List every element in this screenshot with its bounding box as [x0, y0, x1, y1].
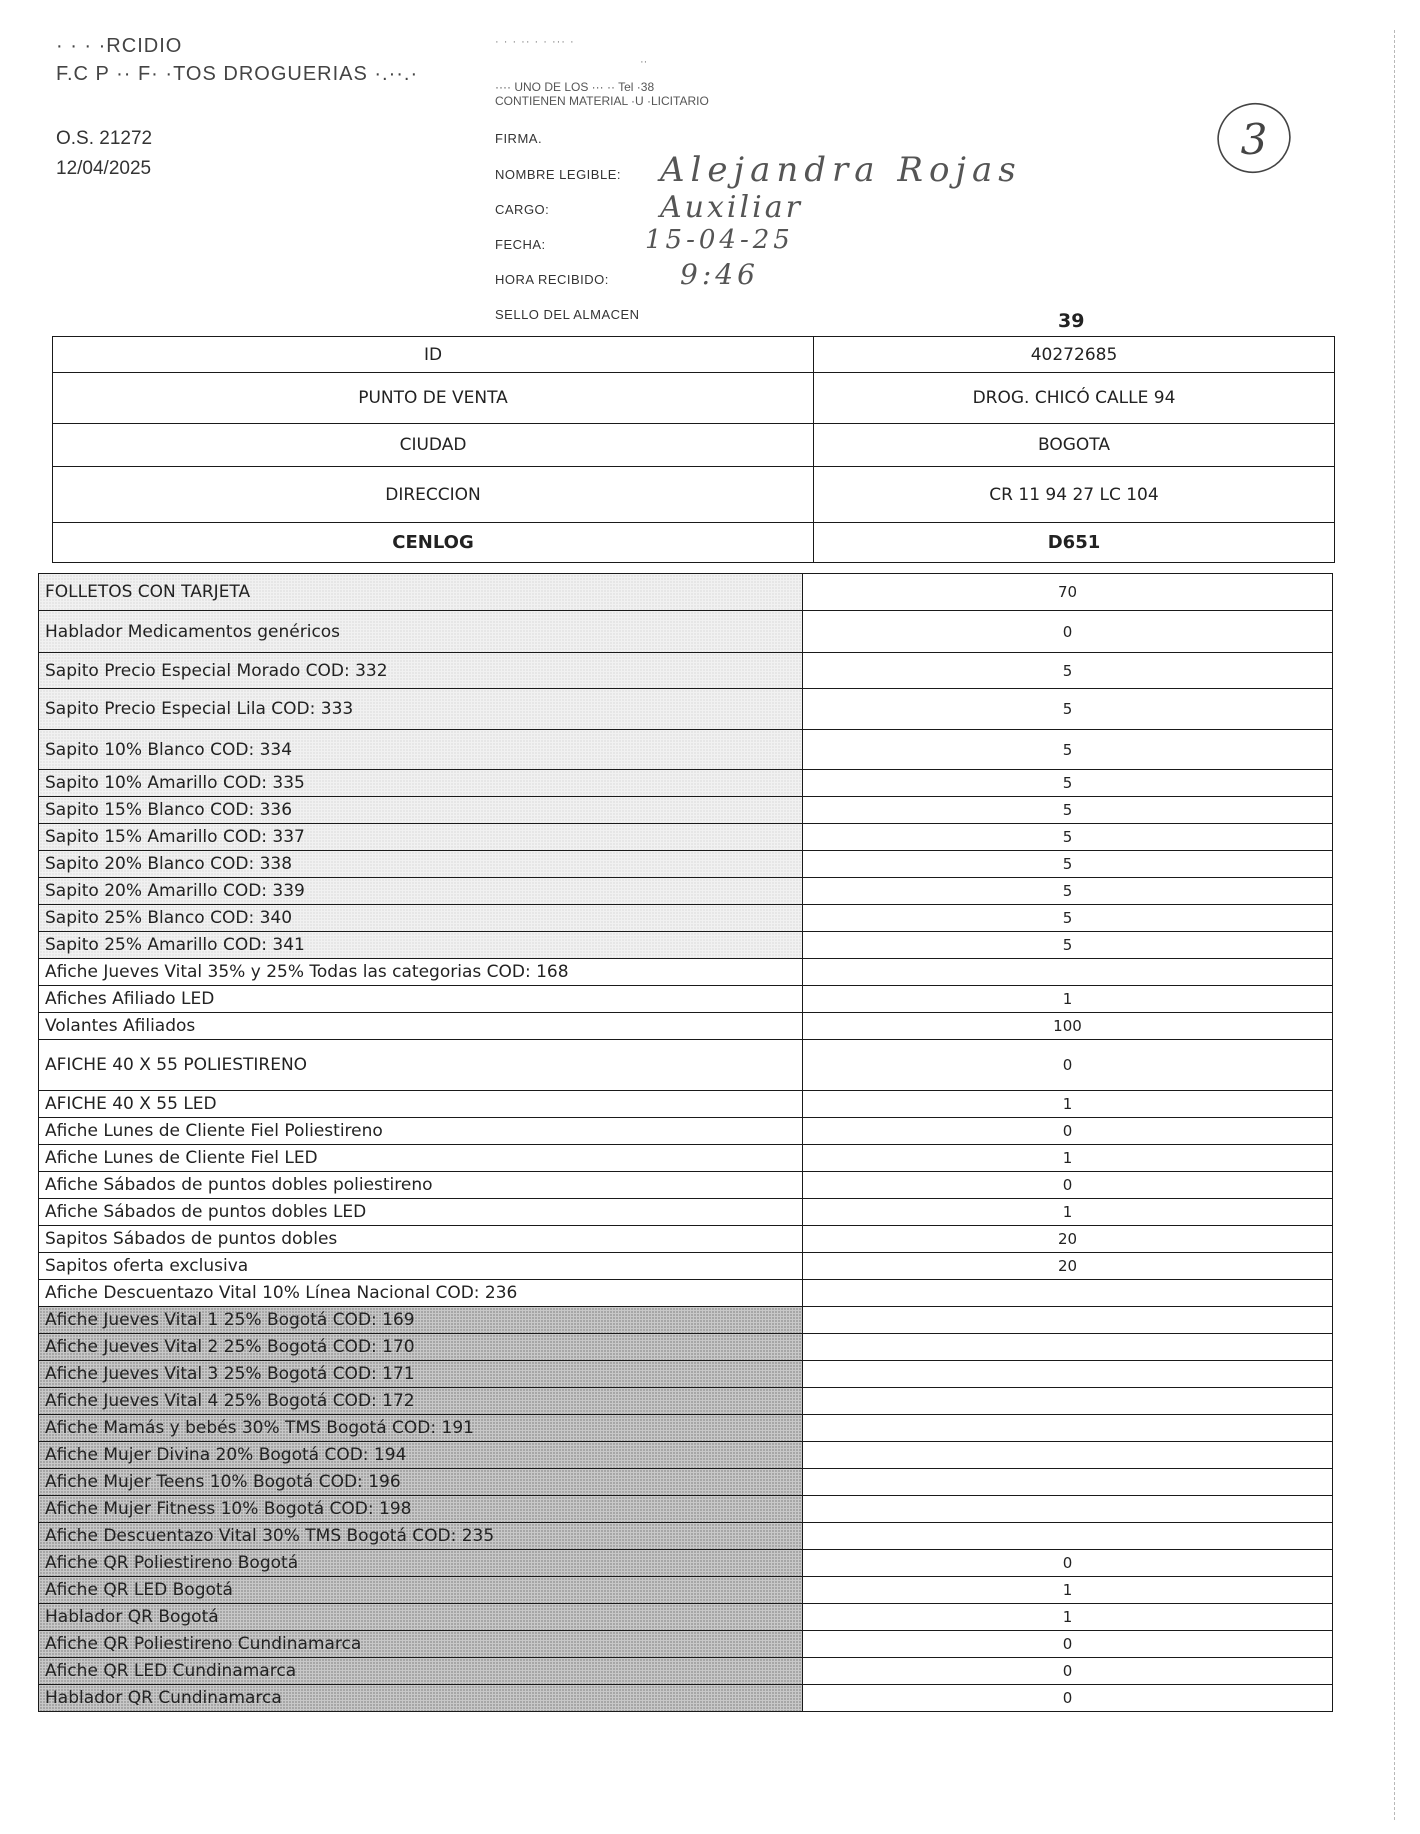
- material-name: Sapito 15% Amarillo COD: 337: [39, 824, 803, 851]
- material-qty: 0: [803, 1550, 1333, 1577]
- material-name: FOLLETOS CON TARJETA: [39, 574, 803, 611]
- material-row: [39, 878, 1333, 905]
- material-row: [39, 1280, 1333, 1307]
- material-name: Sapitos Sábados de puntos dobles: [39, 1226, 803, 1253]
- material-name: Afiche Jueves Vital 2 25% Bogotá COD: 170: [39, 1334, 803, 1361]
- material-name: Volantes Afiliados: [39, 1013, 803, 1040]
- material-qty: 20: [803, 1226, 1333, 1253]
- sender-line-2: F.C P ·· F· ·TOS DROGUERIAS ·.··.·: [56, 63, 419, 85]
- material-name: Afiche Sábados de puntos dobles LED: [39, 1199, 803, 1226]
- material-qty: 0: [803, 1040, 1333, 1091]
- material-name: Afiche Mujer Teens 10% Bogotá COD: 196: [39, 1469, 803, 1496]
- material-qty: [803, 959, 1333, 986]
- material-name: Sapito Precio Especial Lila COD: 333: [39, 689, 803, 730]
- material-qty: [803, 1469, 1333, 1496]
- material-name: Afiche Lunes de Cliente Fiel LED: [39, 1145, 803, 1172]
- label-firma: FIRMA.: [495, 131, 543, 146]
- material-qty: 1: [803, 986, 1333, 1013]
- material-name: Afiche Mamás y bebés 30% TMS Bogotá COD: 191: [39, 1415, 803, 1442]
- material-row: [39, 851, 1333, 878]
- material-row: [39, 932, 1333, 959]
- store-info-row: [53, 424, 1335, 467]
- circled-mark-number: 3: [1240, 115, 1268, 164]
- material-qty: 5: [803, 932, 1333, 959]
- material-name: Afiche Jueves Vital 35% y 25% Todas las categorias COD: 168: [39, 959, 803, 986]
- material-qty: 0: [803, 1118, 1333, 1145]
- material-row: [39, 1307, 1333, 1334]
- material-name: Afiche Sábados de puntos dobles poliestireno: [39, 1172, 803, 1199]
- material-row: [39, 730, 1333, 770]
- material-qty: [803, 1442, 1333, 1469]
- material-qty: 5: [803, 797, 1333, 824]
- material-qty: 1: [803, 1091, 1333, 1118]
- material-name: Hablador Medicamentos genéricos: [39, 611, 803, 653]
- material-name: Hablador QR Bogotá: [39, 1604, 803, 1631]
- material-row: [39, 1631, 1333, 1658]
- label-fecha: FECHA:: [495, 237, 546, 252]
- material-qty: 100: [803, 1013, 1333, 1040]
- material-name: Afiche Mujer Fitness 10% Bogotá COD: 198: [39, 1496, 803, 1523]
- material-qty: [803, 1388, 1333, 1415]
- material-name: Sapito Precio Especial Morado COD: 332: [39, 653, 803, 689]
- material-name: Afiche QR LED Cundinamarca: [39, 1658, 803, 1685]
- notice-line-3: CONTIENEN MATERIAL ·U ·LICITARIO: [495, 94, 709, 108]
- material-name: Hablador QR Cundinamarca: [39, 1685, 803, 1712]
- material-row: [39, 1469, 1333, 1496]
- material-name: Afiche Lunes de Cliente Fiel Poliestireno: [39, 1118, 803, 1145]
- material-row: [39, 1658, 1333, 1685]
- material-row: [39, 1415, 1333, 1442]
- store-info-value: DROG. CHICÓ CALLE 94: [814, 373, 1335, 424]
- store-info-row: [53, 337, 1335, 373]
- material-row: [39, 1145, 1333, 1172]
- material-row: [39, 1172, 1333, 1199]
- store-info-key: ID: [53, 337, 814, 373]
- material-name: Sapito 20% Blanco COD: 338: [39, 851, 803, 878]
- material-row: [39, 1442, 1333, 1469]
- material-row: [39, 689, 1333, 730]
- handwritten-cargo: Auxiliar: [660, 190, 803, 225]
- material-qty: [803, 1307, 1333, 1334]
- material-name: Afiche QR Poliestireno Bogotá: [39, 1550, 803, 1577]
- material-qty: 0: [803, 1658, 1333, 1685]
- material-row: [39, 959, 1333, 986]
- page-count: 39: [1058, 310, 1085, 332]
- material-qty: [803, 1280, 1333, 1307]
- material-row: [39, 1577, 1333, 1604]
- label-nombre: NOMBRE LEGIBLE:: [495, 167, 621, 182]
- material-qty: 1: [803, 1604, 1333, 1631]
- material-row: [39, 1253, 1333, 1280]
- handwritten-hora: 9:46: [680, 258, 759, 291]
- material-row: [39, 574, 1333, 611]
- material-qty: [803, 1361, 1333, 1388]
- notice-block: [495, 80, 709, 108]
- material-row: [39, 824, 1333, 851]
- material-qty: 5: [803, 878, 1333, 905]
- material-qty: 70: [803, 574, 1333, 611]
- material-qty: 5: [803, 905, 1333, 932]
- store-info-key: CENLOG: [53, 523, 814, 563]
- material-row: [39, 1496, 1333, 1523]
- material-qty: 0: [803, 1631, 1333, 1658]
- store-info-value: D651: [814, 523, 1335, 563]
- material-row: [39, 1523, 1333, 1550]
- material-qty: 5: [803, 653, 1333, 689]
- order-number: O.S. 21272: [56, 128, 153, 149]
- circled-mark: [1210, 92, 1296, 180]
- material-row: [39, 1334, 1333, 1361]
- material-row: [39, 1685, 1333, 1712]
- material-qty: 20: [803, 1253, 1333, 1280]
- scan-edge: [1394, 30, 1396, 1820]
- material-name: AFICHE 40 X 55 POLIESTIRENO: [39, 1040, 803, 1091]
- material-name: Sapito 25% Amarillo COD: 341: [39, 932, 803, 959]
- material-name: Afiche Jueves Vital 4 25% Bogotá COD: 172: [39, 1388, 803, 1415]
- material-qty: 1: [803, 1199, 1333, 1226]
- material-qty: [803, 1496, 1333, 1523]
- material-name: Sapito 10% Amarillo COD: 335: [39, 770, 803, 797]
- notice-line-1: · · · ·· · · ··· ·: [495, 36, 575, 48]
- material-row: [39, 1013, 1333, 1040]
- material-row: [39, 905, 1333, 932]
- material-row: [39, 797, 1333, 824]
- material-row: [39, 1226, 1333, 1253]
- material-name: Sapito 25% Blanco COD: 340: [39, 905, 803, 932]
- material-qty: 0: [803, 611, 1333, 653]
- label-hora: HORA RECIBIDO:: [495, 272, 609, 287]
- material-row: [39, 1604, 1333, 1631]
- material-name: Afiches Afiliado LED: [39, 986, 803, 1013]
- materials-table: [38, 573, 1333, 1712]
- material-name: Afiche Descuentazo Vital 30% TMS Bogotá COD: 235: [39, 1523, 803, 1550]
- material-name: Afiche QR LED Bogotá: [39, 1577, 803, 1604]
- material-name: Afiche Jueves Vital 3 25% Bogotá COD: 171: [39, 1361, 803, 1388]
- material-name: Sapito 15% Blanco COD: 336: [39, 797, 803, 824]
- material-qty: 5: [803, 770, 1333, 797]
- sender-line-1: · · · ·RCIDIO: [56, 35, 183, 57]
- store-info-value: 40272685: [814, 337, 1335, 373]
- store-info-value: BOGOTA: [814, 424, 1335, 467]
- material-name: Sapito 10% Blanco COD: 334: [39, 730, 803, 770]
- handwritten-fecha: 15-04-25: [645, 225, 794, 255]
- material-row: [39, 986, 1333, 1013]
- material-qty: 1: [803, 1145, 1333, 1172]
- label-sello: SELLO DEL ALMACEN: [495, 307, 640, 322]
- material-name: Sapitos oferta exclusiva: [39, 1253, 803, 1280]
- material-row: [39, 1550, 1333, 1577]
- material-qty: 1: [803, 1577, 1333, 1604]
- material-qty: 5: [803, 824, 1333, 851]
- handwritten-nombre: Alejandra Rojas: [660, 150, 1022, 190]
- material-qty: 5: [803, 851, 1333, 878]
- material-qty: 0: [803, 1685, 1333, 1712]
- material-row: [39, 1091, 1333, 1118]
- material-qty: 5: [803, 730, 1333, 770]
- store-info-value: CR 11 94 27 LC 104: [814, 467, 1335, 523]
- store-info-row: [53, 467, 1335, 523]
- material-qty: [803, 1523, 1333, 1550]
- material-qty: [803, 1415, 1333, 1442]
- material-row: [39, 770, 1333, 797]
- label-cargo: CARGO:: [495, 202, 550, 217]
- material-row: [39, 1388, 1333, 1415]
- material-qty: 0: [803, 1172, 1333, 1199]
- store-info-row: [53, 523, 1335, 563]
- store-info-key: DIRECCION: [53, 467, 814, 523]
- material-qty: [803, 1334, 1333, 1361]
- notice-note: ··: [640, 56, 648, 68]
- store-info-row: [53, 373, 1335, 424]
- material-row: [39, 1361, 1333, 1388]
- material-name: Afiche QR Poliestireno Cundinamarca: [39, 1631, 803, 1658]
- store-info-key: PUNTO DE VENTA: [53, 373, 814, 424]
- material-row: [39, 1118, 1333, 1145]
- material-name: Afiche Mujer Divina 20% Bogotá COD: 194: [39, 1442, 803, 1469]
- material-name: AFICHE 40 X 55 LED: [39, 1091, 803, 1118]
- material-qty: 5: [803, 689, 1333, 730]
- material-row: [39, 1040, 1333, 1091]
- material-row: [39, 653, 1333, 689]
- material-row: [39, 611, 1333, 653]
- material-name: Afiche Jueves Vital 1 25% Bogotá COD: 169: [39, 1307, 803, 1334]
- store-info-key: CIUDAD: [53, 424, 814, 467]
- material-name: Sapito 20% Amarillo COD: 339: [39, 878, 803, 905]
- notice-line-2: ···· UNO DE LOS ··· ·· Tel ·38: [495, 80, 655, 94]
- order-date: 12/04/2025: [56, 158, 152, 179]
- material-row: [39, 1199, 1333, 1226]
- material-name: Afiche Descuentazo Vital 10% Línea Nacional COD: 236: [39, 1280, 803, 1307]
- store-info-table: [52, 336, 1335, 563]
